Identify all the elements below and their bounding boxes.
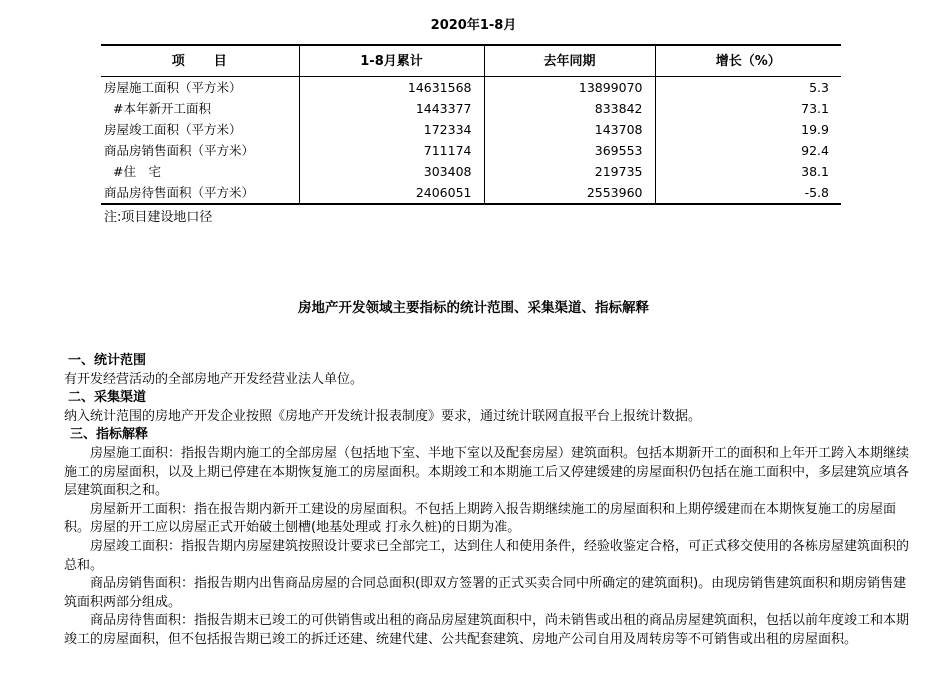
row-growth: 73.1 xyxy=(655,98,841,119)
row-last-year: 143708 xyxy=(484,119,655,140)
row-cumulative: 14631568 xyxy=(299,77,484,99)
row-item: #住 宅 xyxy=(113,164,161,179)
table-row xyxy=(101,119,841,140)
row-growth: 5.3 xyxy=(655,77,841,99)
row-cumulative: 303408 xyxy=(299,161,484,182)
row-last-year: 369553 xyxy=(484,140,655,161)
row-item: 房屋施工面积（平方米） xyxy=(104,80,242,95)
definition-paragraph: 房屋施工面积：指报告期内施工的全部房屋（包括地下室、半地下室以及配套房屋）建筑面积。包括本期新开工的面积和上年开工跨入本期继续施工的房屋面积，以及上期已停建在本期恢复施工的房屋面积。本期竣工和本期施工后又停建缓建的房屋面积仍包括在施工面积中，多层建筑应填各层建筑面积之和。 xyxy=(64,445,910,499)
row-growth: 19.9 xyxy=(655,119,841,140)
row-last-year: 833842 xyxy=(484,98,655,119)
section-heading: 二、采集渠道 xyxy=(68,390,147,406)
row-cumulative: 172334 xyxy=(299,119,484,140)
row-cumulative: 711174 xyxy=(299,140,484,161)
table-row xyxy=(101,161,841,182)
table-row xyxy=(101,140,841,161)
row-cumulative: 1443377 xyxy=(299,98,484,119)
row-item: #本年新开工面积 xyxy=(113,101,211,116)
definition-paragraph: 商品房销售面积：指报告期内出售商品房屋的合同总面积(即双方签署的正式买卖合同中所确定的建筑面积)。由现房销售建筑面积和期房销售建筑面积两部分组成。 xyxy=(64,576,907,610)
row-growth: -5.8 xyxy=(655,182,841,204)
row-cumulative: 2406051 xyxy=(299,182,484,204)
row-last-year: 13899070 xyxy=(484,77,655,99)
section-text: 纳入统计范围的房地产开发企业按照《房地产开发统计报表制度》要求，通过统计联网直报平台上报统计数据。 xyxy=(64,408,702,424)
section-heading: 三、指标解释 xyxy=(70,427,149,443)
row-item: 商品房待售面积（平方米） xyxy=(101,182,299,204)
statistics-table xyxy=(101,44,841,205)
row-last-year: 219735 xyxy=(484,161,655,182)
row-growth: 92.4 xyxy=(655,140,841,161)
table-row xyxy=(101,77,841,99)
table-row xyxy=(101,98,841,119)
table-row xyxy=(101,182,841,204)
document-title: 房地产开发领域主要指标的统计范围、采集渠道、指标解释 xyxy=(298,300,649,316)
row-item: 房屋竣工面积（平方米） xyxy=(104,122,242,137)
header-cumulative: 1-8月累计 xyxy=(299,45,484,77)
definition-paragraph: 商品房待售面积：指报告期末已竣工的可供销售或出租的商品房屋建筑面积中，尚未销售或出租的商品房屋建筑面积，包括以前年度竣工和本期竣工的房屋面积，但不包括报告期已竣工的拆迁还建、统建代建、公共配套建筑、房地产公司自用及周转房等不可销售或出租的房屋面积。 xyxy=(64,613,910,647)
definition-paragraph: 房屋竣工面积：指报告期内房屋建筑按照设计要求已全部完工，达到住人和使用条件，经验收鉴定合格，可正式移交使用的各栋房屋建筑面积的总和。 xyxy=(64,538,910,573)
section-heading: 一、统计范围 xyxy=(68,353,147,368)
row-item: 商品房销售面积（平方米） xyxy=(104,143,255,158)
section-text: 有开发经营活动的全部房地产开发经营业法人单位。 xyxy=(64,371,364,387)
header-growth: 增长（%） xyxy=(655,45,841,77)
header-last-year: 去年同期 xyxy=(484,45,655,77)
definition-paragraph: 房屋新开工面积：指在报告期内新开工建设的房屋面积。不包括上期跨入报告期继续施工的房屋面积和上期停缓建而在本期恢复施工的房屋面积。房屋的开工应以房屋正式开始破土刨槽(地基处理或 打永久桩)的日期为准。 xyxy=(64,501,897,536)
table-note: 注:项目建设地口径 xyxy=(104,210,213,225)
header-item: 项 目 xyxy=(101,45,299,77)
row-last-year: 2553960 xyxy=(484,182,655,204)
document-body xyxy=(64,352,914,650)
row-growth: 38.1 xyxy=(655,161,841,182)
table-header-row xyxy=(101,45,841,77)
table-caption: 2020年1-8月 xyxy=(430,18,517,33)
